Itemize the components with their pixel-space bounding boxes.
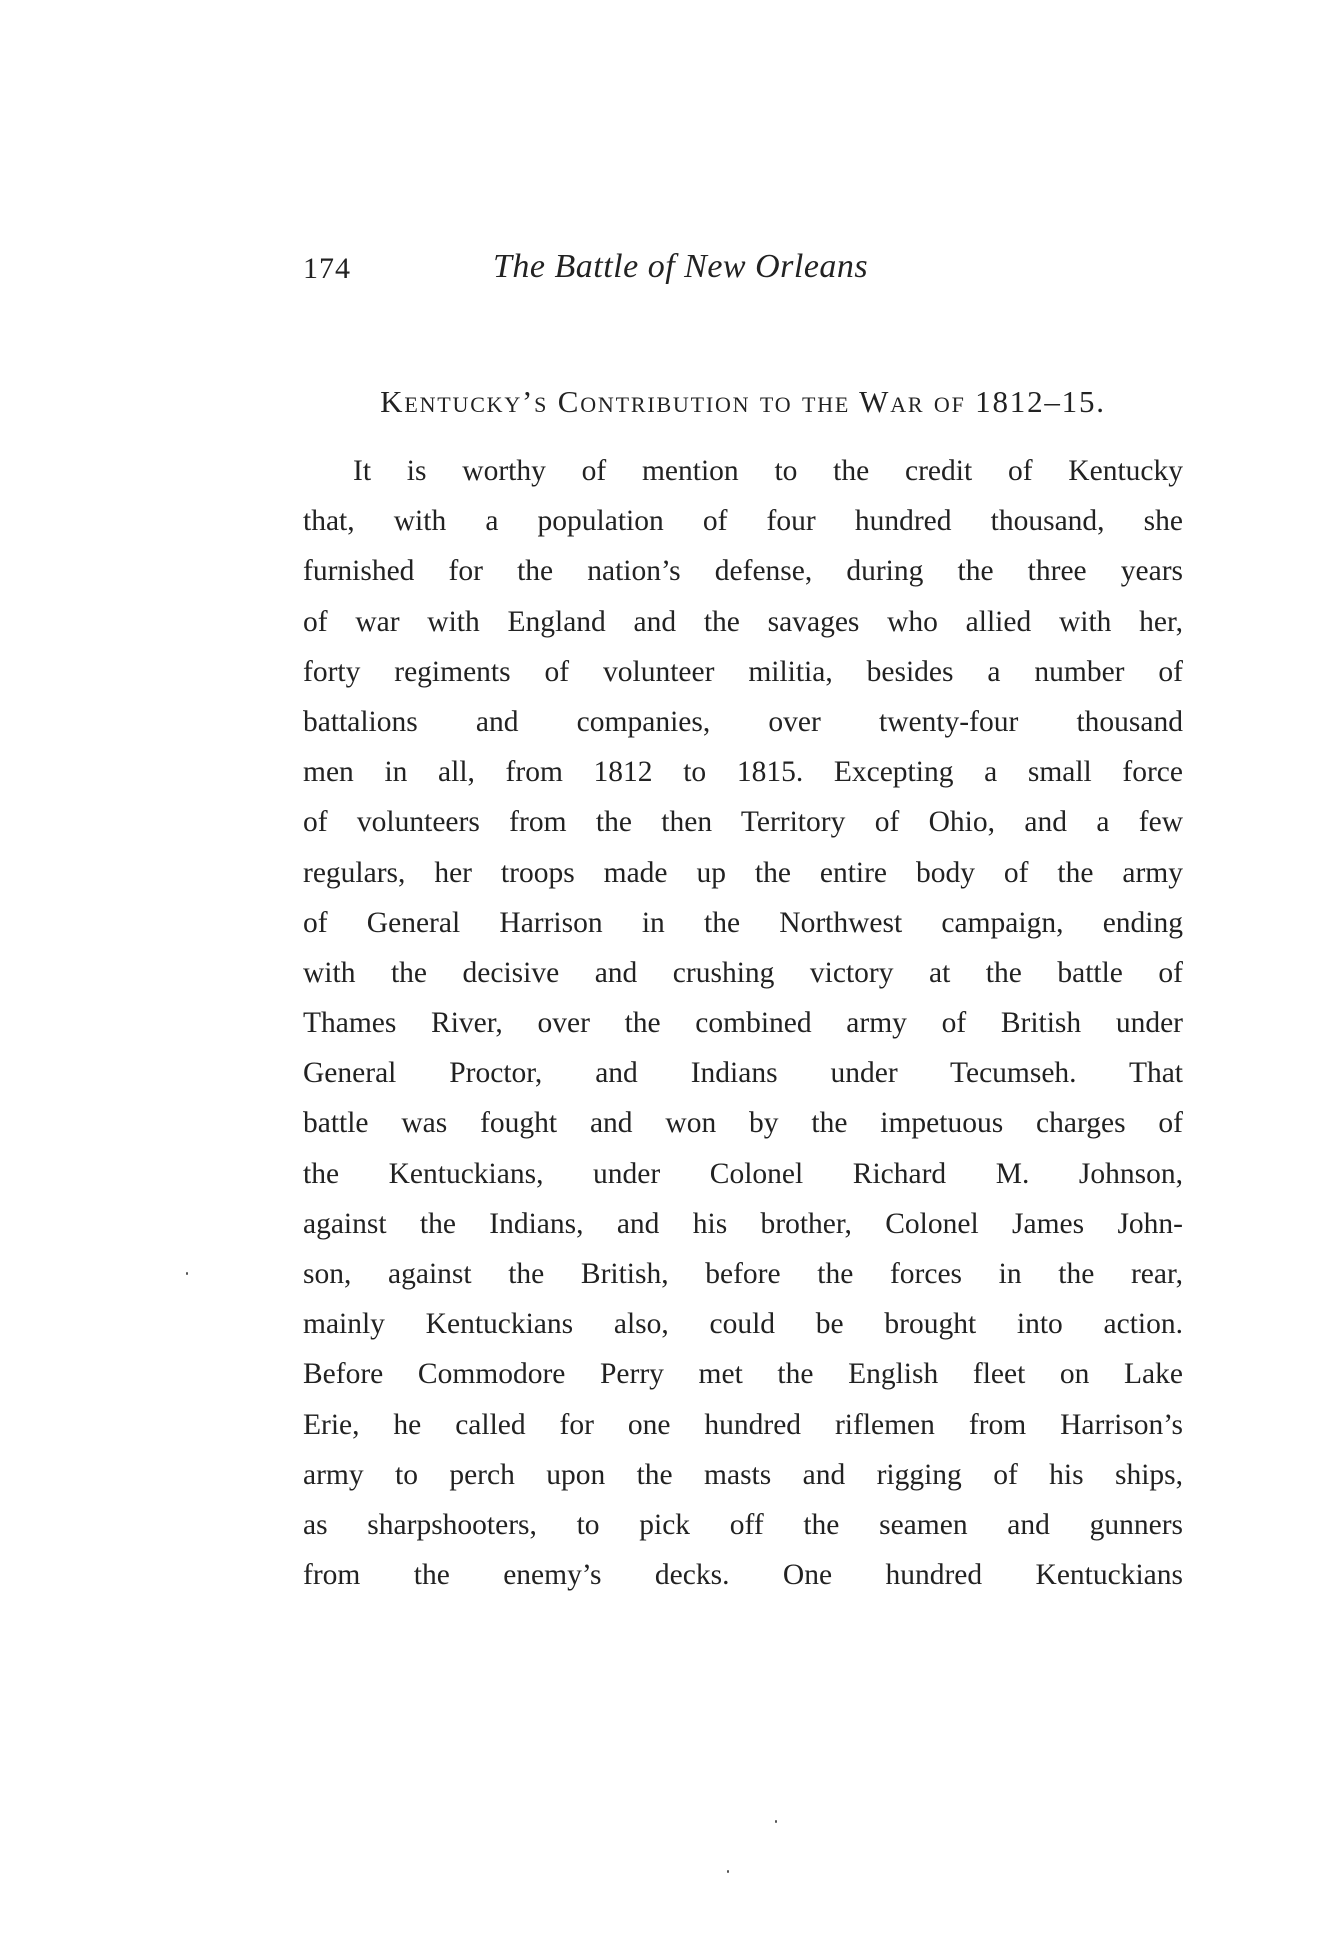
text-line: with the decisive and crushing victory at the battle of: [303, 956, 1183, 989]
text-line: mainly Kentuckians also, could be brought into action.: [303, 1308, 1183, 1341]
text-line: forty regiments of volunteer militia, besides a number of: [303, 655, 1183, 688]
text-line: son, against the British, before the forces in the rear,: [303, 1258, 1183, 1290]
text-line: army to perch upon the masts and rigging of his ships,: [303, 1458, 1183, 1491]
text-line: from the enemy’s decks. One hundred Kentuckians: [303, 1559, 1183, 1592]
text-line: furnished for the nation’s defense, during the three years: [303, 555, 1183, 588]
text-line: regulars, her troops made up the entire body of the army: [303, 856, 1183, 889]
book-title: The Battle of New Orleans: [493, 248, 869, 285]
text-line: that, with a population of four hundred thousand, she: [303, 505, 1183, 538]
text-line: as sharpshooters, to pick off the seamen and gunners: [303, 1508, 1183, 1541]
text-line: Before Commodore Perry met the English fleet on Lake: [303, 1358, 1183, 1391]
text-line: Erie, he called for one hundred riflemen from Harrison’s: [303, 1408, 1183, 1441]
print-speck: [186, 1272, 188, 1275]
text-line: It is worthy of mention to the credit of Kentucky: [353, 455, 1183, 487]
text-line: of war with England and the savages who allied with her,: [303, 605, 1183, 638]
text-line: battle was fought and won by the impetuous charges of: [303, 1107, 1183, 1140]
text-line: the Kentuckians, under Colonel Richard M. Johnson,: [303, 1157, 1183, 1190]
print-speck: [775, 1820, 777, 1823]
print-speck: [727, 1870, 729, 1873]
body-text: [303, 446, 1183, 1600]
text-line: General Proctor, and Indians under Tecumseh. That: [303, 1057, 1183, 1090]
section-heading: Kentucky’s Contribution to the War of 1812–15.: [380, 384, 1106, 419]
page-number: 174: [303, 252, 351, 285]
text-line: men in all, from 1812 to 1815. Excepting a small force: [303, 756, 1183, 789]
text-line: of volunteers from the then Territory of Ohio, and a few: [303, 806, 1183, 839]
text-line: Thames River, over the combined army of British under: [303, 1007, 1183, 1040]
text-line: battalions and companies, over twenty-four thousand: [303, 705, 1183, 738]
text-line: against the Indians, and his brother, Colonel James John-: [303, 1207, 1183, 1240]
running-head: [303, 248, 1183, 292]
text-line: of General Harrison in the Northwest campaign, ending: [303, 906, 1183, 939]
